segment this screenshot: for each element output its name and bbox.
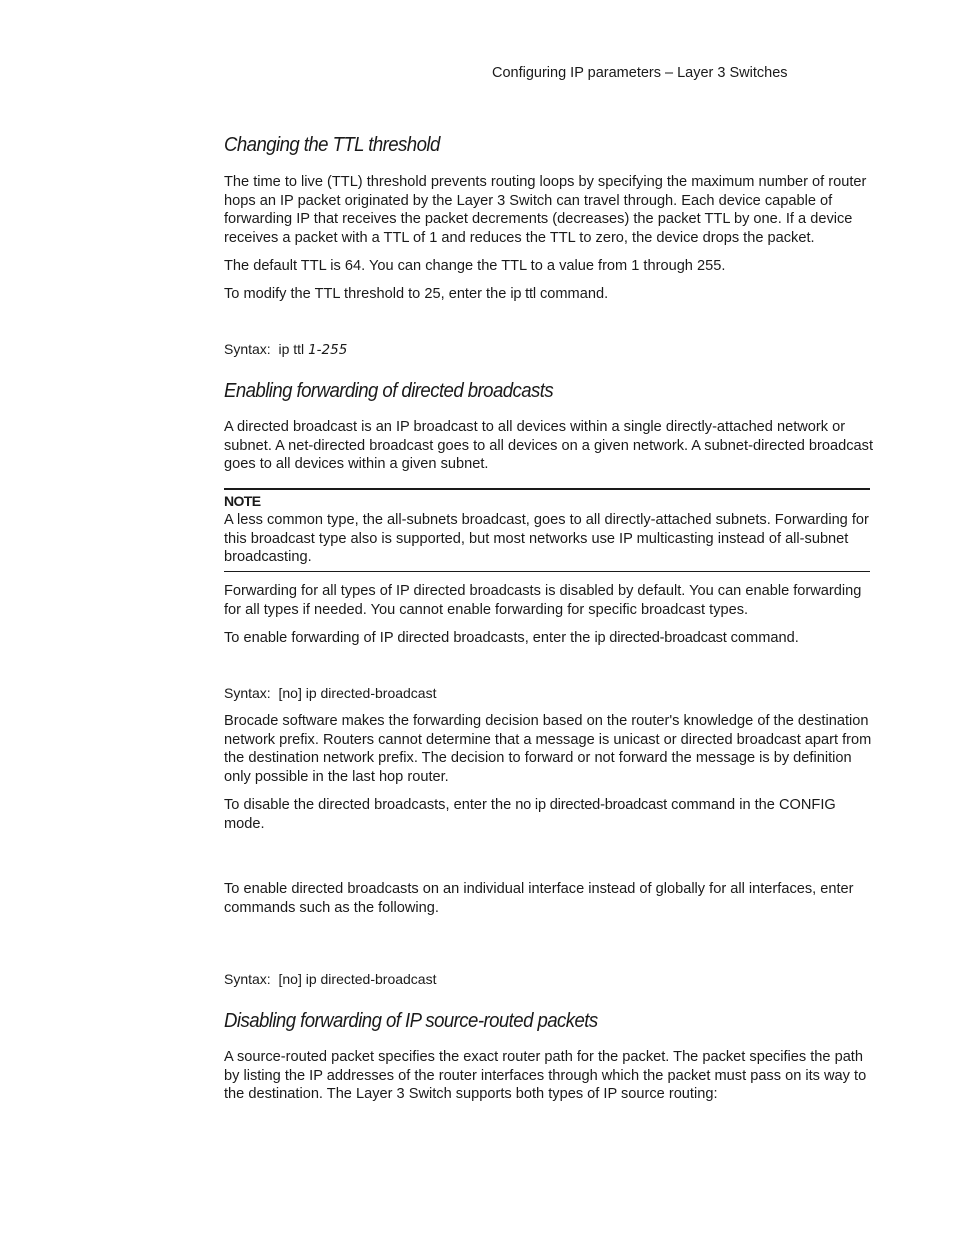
section-heading-directed-broadcasts: Enabling forwarding of directed broadcasts: [224, 380, 554, 402]
note-text: A less common type, the all-subnets broadcast, goes to all directly-attached subnets. Forwarding for this broadcast type also is supported, but most networks use IP multicasting instead of all-subnet broadcasting.: [224, 512, 869, 566]
text: command.: [726, 630, 799, 646]
syntax-command: ip directed-broadcast: [305, 685, 437, 701]
directed-paragraph-2: Forwarding for all types of IP directed broadcasts is disabled by default. You can enable forwarding for all types if needed. You cannot enable forwarding for specific broadcast types.: [224, 583, 862, 618]
text: To enable forwarding of IP directed broadcasts, enter the: [224, 630, 595, 646]
syntax-ip-ttl: [224, 341, 347, 358]
text: command.: [535, 286, 609, 302]
bracket-close: ]: [297, 971, 302, 987]
section-heading-source-routed: Disabling forwarding of IP source-routed packets: [224, 1010, 598, 1032]
text: To disable the directed broadcasts, enter the: [224, 797, 516, 813]
bracket-open: [: [278, 971, 283, 987]
ttl-paragraph-1: The time to live (TTL) threshold prevents routing loops by specifying the maximum number of router hops an IP packet originated by the Layer 3 Switch can travel through. Each device capable of forwarding IP that receives the packet decrements (decreases) the packet TTL by one. If a device receives a packet with a TTL of 1 and reduces the TTL to zero, the device drops the packet.: [224, 174, 867, 246]
syntax-no: no: [282, 971, 298, 987]
syntax-label: Syntax:: [224, 685, 271, 701]
syntax-no: no: [282, 685, 298, 701]
syntax-directed-broadcast-1: [224, 685, 436, 701]
syntax-argument: 1-255: [308, 342, 348, 358]
syntax-label: Syntax:: [224, 971, 271, 987]
syntax-command: ip directed-broadcast: [305, 971, 437, 987]
section-heading-ttl: Changing the TTL threshold: [224, 134, 440, 156]
note-bottom-rule: [224, 571, 870, 572]
page-header: Configuring IP parameters – Layer 3 Switches: [492, 65, 788, 81]
note-title: NOTE: [224, 493, 261, 509]
bracket-open: [: [278, 685, 283, 701]
syntax-directed-broadcast-2: [224, 971, 436, 987]
command-ip-ttl: ip ttl: [510, 286, 536, 302]
text: To modify the TTL threshold to 25, enter the: [224, 286, 511, 302]
note-top-rule: [224, 488, 870, 490]
source-routed-paragraph-1: A source-routed packet specifies the exact router path for the packet. The packet specifies the path by listing the IP addresses of the router interfaces through which the packet must pass on its way to the destination. The Layer 3 Switch supports both types of IP source routing:: [224, 1049, 867, 1103]
directed-paragraph-4: Brocade software makes the forwarding decision based on the router's knowledge of the destination network prefix. Routers cannot determine that a message is unicast or directed broadcast apart from the destination network prefix. The decision to forward or not forward the message is by definition only possible in the last hop router.: [224, 713, 872, 785]
ttl-paragraph-3: [224, 285, 874, 304]
text: command in the CONFIG mode.: [224, 797, 836, 832]
syntax-label: Syntax:: [224, 341, 271, 357]
directed-paragraph-1: A directed broadcast is an IP broadcast to all devices within a single directly-attached network or subnet. A net-directed broadcast goes to all devices on a given network. A subnet-directed broadcast goes to all devices within a given subnet.: [224, 419, 874, 473]
bracket-close: ]: [297, 685, 302, 701]
ttl-paragraph-2: The default TTL is 64. You can change the TTL to a value from 1 through 255.: [224, 258, 726, 274]
directed-paragraph-3: [224, 629, 874, 648]
directed-paragraph-5: [224, 796, 874, 833]
directed-paragraph-6: To enable directed broadcasts on an individual interface instead of globally for all interfaces, enter commands such as the following.: [224, 881, 854, 916]
command-ip-directed-broadcast: ip directed-broadcast: [594, 630, 727, 646]
syntax-command: ip ttl: [278, 341, 305, 357]
command-no-ip-directed-broadcast: no ip directed-broadcast: [515, 797, 668, 813]
